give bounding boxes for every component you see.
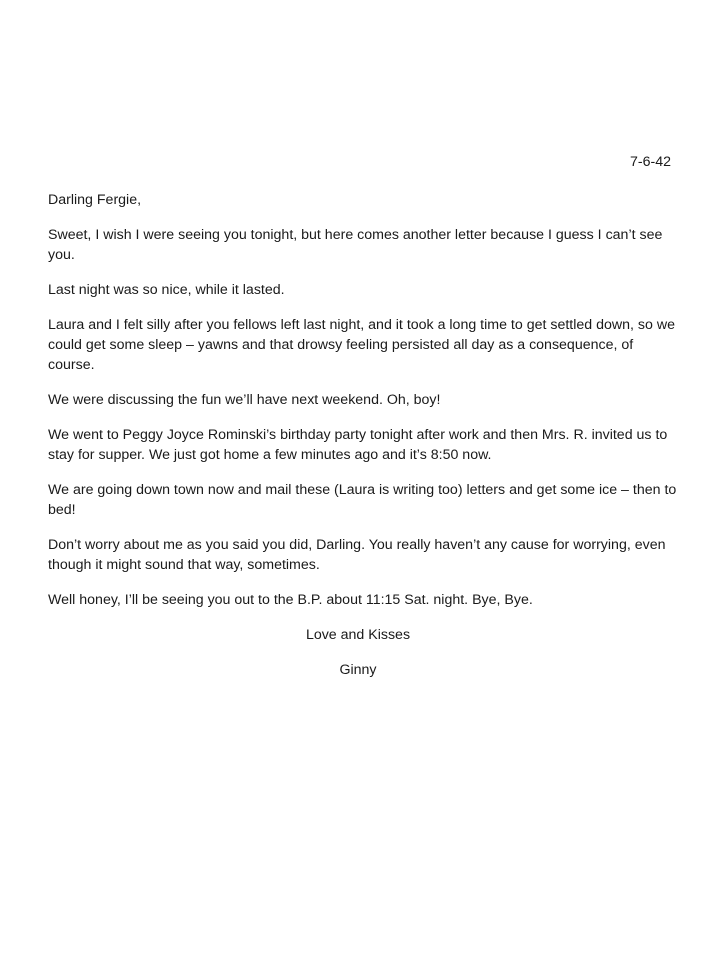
paragraph-8: Well honey, I’ll be seeing you out to the B.P. about 11:15 Sat. night. Bye, Bye. <box>48 592 533 608</box>
signature: Ginny <box>339 662 377 678</box>
paragraph-5: We went to Peggy Joyce Rominski’s birthday party tonight after work and then Mrs. R. invited us to stay for supper. We just got home a few minutes ago and it’s 8:50 now. <box>48 427 668 463</box>
letter-date: 7-6-42 <box>629 154 671 170</box>
paragraph-4: We were discussing the fun we’ll have next weekend. Oh, boy! <box>48 392 441 408</box>
paragraph-3: Laura and I felt silly after you fellows left last night, and it took a long time to get settled down, so we could get some sleep – yawns and that drowsy feeling persisted all day as a consequence, of course. <box>48 317 675 373</box>
paragraph-1: Sweet, I wish I were seeing you tonight, but here comes another letter because I guess I can’t see you. <box>48 227 663 263</box>
closing: Love and Kisses <box>305 627 411 643</box>
paragraph-2: Last night was so nice, while it lasted. <box>48 282 285 298</box>
paragraph-7: Don’t worry about me as you said you did, Darling. You really haven’t any cause for worrying, even though it might sound that way, sometimes. <box>48 537 666 573</box>
salutation: Darling Fergie, <box>48 192 142 208</box>
letter-body <box>48 190 678 695</box>
paragraph-6: We are going down town now and mail these (Laura is writing too) letters and get some ice – then to bed! <box>48 482 677 518</box>
